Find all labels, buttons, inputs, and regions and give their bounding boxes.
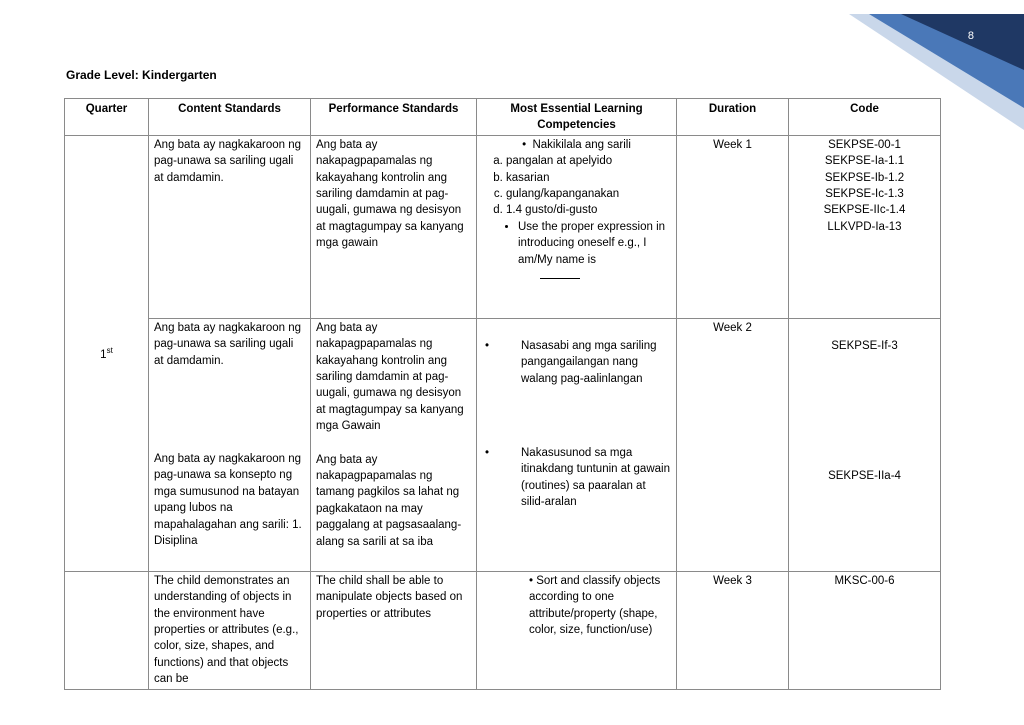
code: SEKPSE-IIc-1.4 <box>823 204 906 217</box>
code: SEKPSE-If-3 <box>831 339 898 352</box>
code: SEKPSE-00-1 <box>828 138 901 151</box>
list-item: • Use the proper expression in introducing oneself e.g., I am/My name is <box>518 219 671 268</box>
header-quarter: Quarter <box>65 99 149 136</box>
duration: Week 2 <box>677 318 789 571</box>
header-duration: Duration <box>677 99 789 136</box>
performance-standard: Ang bata ay nakapagpapamalas ng tamang pagkilos sa lahat ng pagkakataon na may paggalang at pagsasaalang-alang sa sarili at sa iba <box>316 453 462 548</box>
code: SEKPSE-Ic-1.3 <box>825 188 904 201</box>
content-standard: Ang bata ay nagkakaroon ng pag-unawa sa sariling ugali at damdamin. <box>154 321 302 367</box>
header-performance-standards: Performance Standards <box>311 99 477 136</box>
grade-level-heading: Grade Level: Kindergarten <box>66 68 217 82</box>
content-standard-cell <box>149 318 311 571</box>
curriculum-table <box>64 98 941 690</box>
list-item: c. gulang/kapanganakan <box>506 186 671 202</box>
header-code: Code <box>789 99 941 136</box>
melc-cell <box>477 135 677 318</box>
table-row <box>65 135 941 318</box>
code: SEKPSE-Ia-1.1 <box>824 155 905 168</box>
list-item: b. kasarian <box>506 170 671 186</box>
header-row <box>65 99 941 136</box>
melc-bullet: • Nakikilala ang sarili <box>522 138 631 151</box>
content-standard: The child demonstrates an understanding of objects in the environment have properties or attributes (e.g., color, size, shapes, and functions) and that objects can be <box>149 571 311 689</box>
code: LLKVPD-Ia-13 <box>827 220 902 233</box>
performance-standard: Ang bata ay nakapagpapamalas ng kakayahang kontrolin ang sariling damdamin at pag-uugali, gumawa ng desisyon at magtagumpay sa kanyang mga Gawain <box>316 321 464 433</box>
performance-standard: The child shall be able to manipulate objects based on properties or attributes <box>311 571 477 689</box>
content-standard: Ang bata ay nagkakaroon ng pag-unawa sa sariling ugali at damdamin. <box>149 135 311 318</box>
code: SEKPSE-IIa-4 <box>828 470 901 483</box>
code: SEKPSE-Ib-1.2 <box>824 171 905 184</box>
table-row <box>65 318 941 571</box>
performance-standard: Ang bata ay nakapagpapamalas ng kakayahang kontrolin ang sariling damdamin at pag-uugali, gumawa ng desisyon at magtagumpay sa kanyang mga gawain <box>311 135 477 318</box>
quarter-cell-empty <box>65 571 149 689</box>
duration: Week 1 <box>677 135 789 318</box>
quarter-suffix: st <box>106 346 113 356</box>
melc-sublist <box>482 153 671 219</box>
code-cell <box>789 135 941 318</box>
melc: • Sort and classify objects according to one attribute/property (shape, color, size, function/use) <box>477 571 677 689</box>
duration: Week 3 <box>677 571 789 689</box>
melc-bullet: • Nakasusunod sa mga itinakdang tuntunin at gawain (routines) sa paaralan at silid-aralan <box>485 447 670 509</box>
list-item: d. 1.4 gusto/di-gusto <box>506 202 671 218</box>
table-row <box>65 571 941 689</box>
header-melc: Most Essential Learning Competencies <box>477 99 677 136</box>
melc-bullet: • Nasasabi ang mga sariling pangangailangan nang walang pag-aalinlangan <box>485 339 657 385</box>
header-content-standards: Content Standards <box>149 99 311 136</box>
code: MKSC-00-6 <box>789 571 941 689</box>
content-standard: Ang bata ay nagkakaroon ng pag-unawa sa konsepto ng mga sumusunod na batayan upang lubos na mapahalagahan ang sarili: 1. Disiplina <box>154 453 302 548</box>
code-cell <box>789 318 941 571</box>
page-number: 8 <box>967 30 974 42</box>
melc-cell <box>477 318 677 571</box>
list-item: a. pangalan at apelyido <box>506 153 671 169</box>
blank-line <box>482 268 671 284</box>
performance-standard-cell <box>311 318 477 571</box>
quarter-cell <box>65 135 149 571</box>
melc-bullet-list <box>482 219 671 268</box>
quarter-number: 1 <box>100 349 107 362</box>
